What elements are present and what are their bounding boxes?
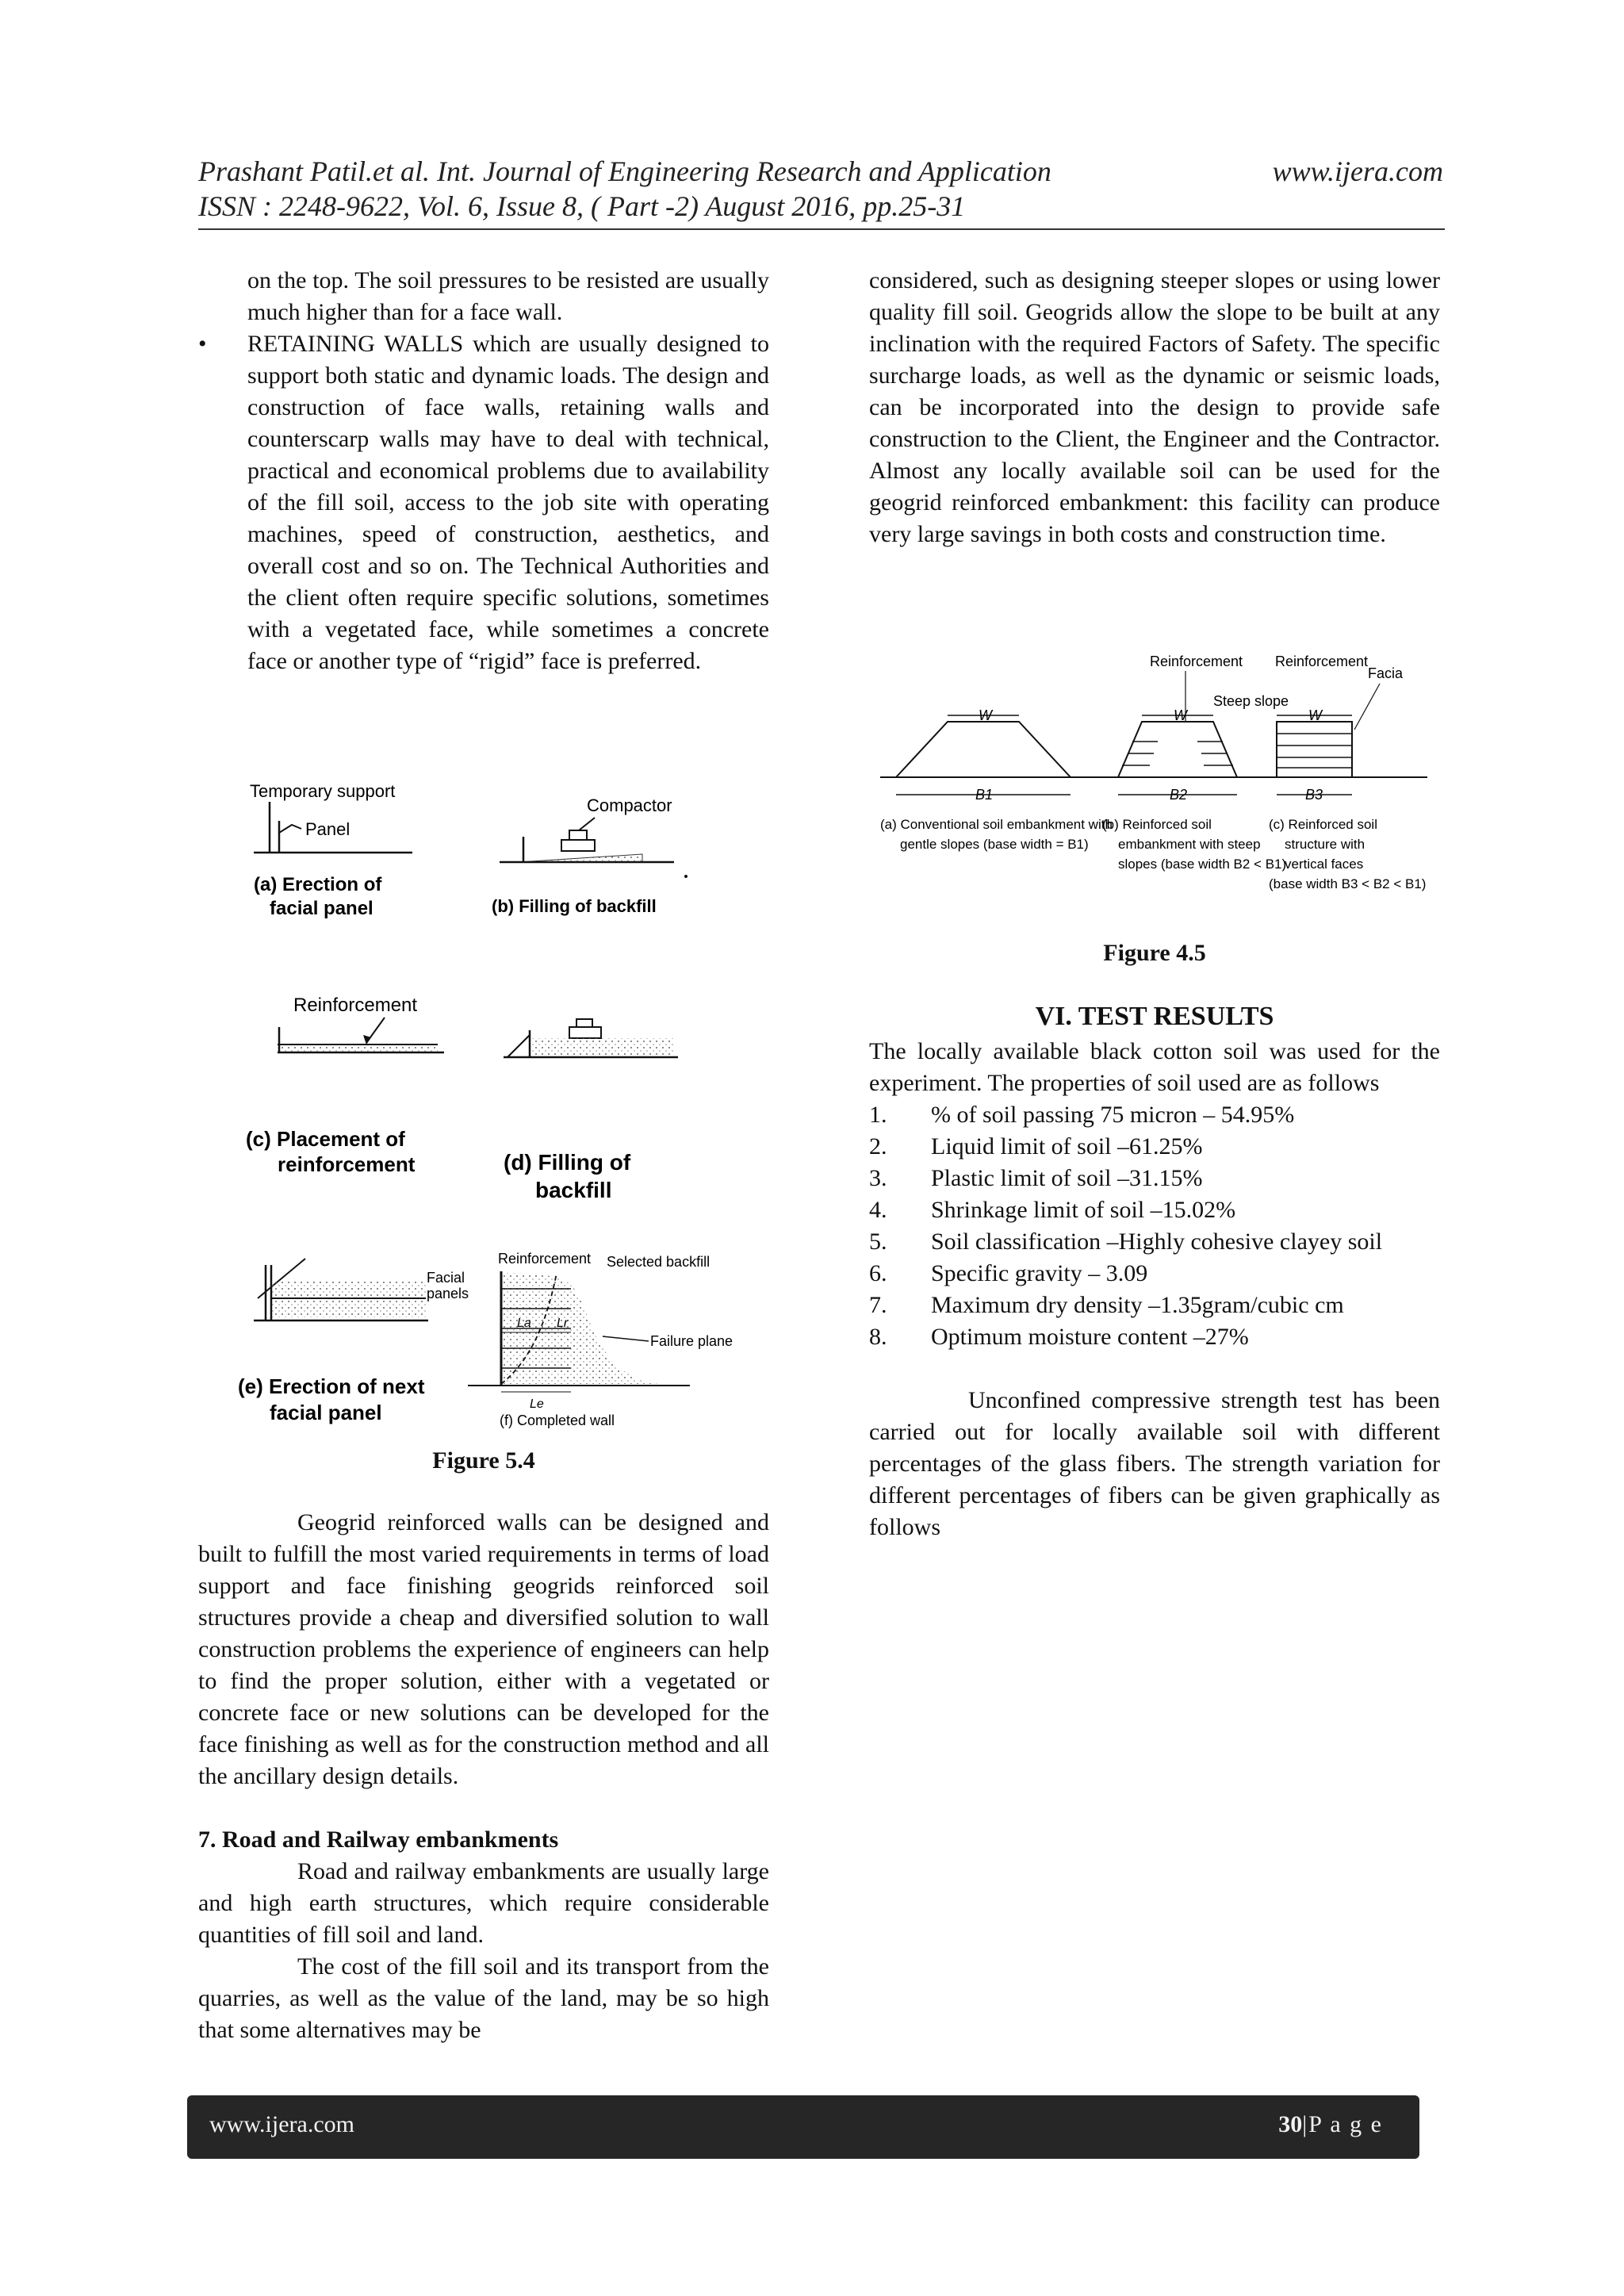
right-column-top [869, 265, 1440, 550]
caption-e-line1: (e) Erection of next [238, 1374, 425, 1398]
compactor-d-top [576, 1019, 592, 1027]
property-text: Specific gravity – 3.09 [931, 1260, 1148, 1286]
continuation-paragraph: considered, such as designing steeper slopes or using lower quality fill soil. Geogrids allow the slope to be built at any inclination with the required Factors of Safety. The specific surcharge loads, as well as the dynamic or seismic loads, can be incorporated into the design to provide safe construction to the Client, the Engineer and the Contractor. Almost any locally available soil can be used for the geogrid reinforced embankment: this facility can produce very large savings in both costs and construction time. [869, 267, 1440, 547]
backfill-d [527, 1038, 674, 1057]
property-number: 2. [869, 1133, 887, 1159]
caption-a-line2: facial panel [270, 898, 373, 919]
property-text: Shrinkage limit of soil –15.02% [931, 1197, 1236, 1223]
caption-c-line1: (c) Placement of [246, 1127, 405, 1151]
property-item [869, 1226, 1440, 1258]
label-b3: B3 [1305, 787, 1323, 803]
label-lr: Lr [557, 1317, 569, 1330]
label-facia: Facia [1368, 665, 1404, 681]
footer-url[interactable]: www.ijera.com [209, 2111, 354, 2137]
figure-4-5-caption: Figure 4.5 [1103, 940, 1206, 966]
caption-b-line1: (b) Reinforced soil [1102, 817, 1212, 832]
caption-c-line4: (base width B3 < B2 < B1) [1269, 876, 1427, 891]
caption-c-line2: reinforcement [278, 1152, 416, 1176]
property-text: Liquid limit of soil –61.25% [931, 1133, 1203, 1159]
spacer [198, 1792, 769, 1824]
label-b1: B1 [975, 787, 994, 803]
intro-paragraph: on the top. The soil pressures to be resisted are usually much higher than for a face wall. [247, 267, 769, 325]
caption-a-line1: (a) Conventional soil embankment with [880, 817, 1113, 832]
caption-c-line1: (c) Reinforced soil [1269, 817, 1377, 832]
results-paragraph: The locally available black cotton soil was used for the experiment. The properties of soil used are as follows [869, 1038, 1440, 1096]
journal-title: Prashant Patil.et al. Int. Journal of Engineering Research and Application [198, 155, 1051, 187]
caption-b-line3: slopes (base width B2 < B1) [1118, 857, 1287, 872]
reinforcement-arrowhead-c [363, 1035, 371, 1045]
property-number: 3. [869, 1165, 887, 1191]
panel-arrow-a [279, 825, 301, 833]
failure-plane-pointer [603, 1336, 649, 1341]
retaining-walls-paragraph: RETAINING WALLS which are usually designed to support both static and dynamic loads. The design and construction of face walls, retaining walls and counterscarp walls may have to deal with technical, practical and economical problems due to availability of the fill soil, access to the job site with operating machines, speed of construction, aesthetics, and overall cost and so on. The Technical Authorities and the client often require specific solutions, sometimes with a vegetated face, while sometimes a concrete face or another type of “rigid” face is preferred. [247, 331, 769, 674]
structure-c [1277, 722, 1352, 777]
label-panel: Panel [305, 819, 350, 839]
caption-c-line2: structure with [1285, 837, 1365, 852]
caption-d-line2: backfill [535, 1178, 612, 1202]
page-word: |P a g e [1302, 2111, 1383, 2137]
backfill-c [279, 1045, 438, 1052]
compactor-d-body [569, 1027, 601, 1038]
embankment-b [1118, 722, 1237, 777]
property-number: 1. [869, 1102, 887, 1128]
label-facial-2: panels [427, 1286, 469, 1301]
header-rule [198, 228, 1445, 230]
page-footer [187, 2095, 1419, 2159]
section-7-heading: 7. Road and Railway embankments [198, 1826, 559, 1853]
figure-5-4 [230, 773, 733, 1432]
caption-a-line1: (a) Erection of [254, 874, 382, 895]
label-reinforcement-c: Reinforcement [1275, 654, 1369, 669]
property-item [869, 1163, 1440, 1194]
caption-b-line2: embankment with steep [1118, 837, 1261, 852]
left-column-top [198, 265, 769, 677]
label-w-b: W [1174, 707, 1187, 723]
compactor-top [569, 830, 587, 840]
property-number: 4. [869, 1197, 887, 1223]
section-title-test-results: VI. TEST RESULTS [1035, 1002, 1274, 1031]
label-steep-slope: Steep slope [1213, 693, 1289, 709]
page-header [198, 154, 1443, 224]
label-la: La [517, 1317, 531, 1330]
label-w-c: W [1308, 707, 1322, 723]
right-column-bottom [869, 1036, 1440, 1543]
caption-e-line2: facial panel [270, 1401, 382, 1424]
speck [684, 875, 688, 878]
geogrid-paragraph: Geogrid reinforced walls can be designed and built to fulfill the most varied requirements in terms of load support and face finishing geogrids reinforced soil structures provide a cheap and diversified solution to wall construction problems the experience of engineers can help to find the proper solution, either with a vegetated or concrete face or new solutions can be developed for the face finishing as well as for the construction method and all the ancillary design details. [198, 1509, 769, 1789]
spacer [869, 1353, 1440, 1385]
road-paragraph-2: The cost of the fill soil and its transport from the quarries, as well as the value of the land, may be so high that some alternatives may be [198, 1953, 769, 2043]
backfill-b [519, 854, 642, 862]
page-number [1278, 2111, 1383, 2138]
property-item [869, 1290, 1440, 1321]
ucs-paragraph: Unconfined compressive strength test has been carried out for locally available soil with different percentages of the glass fibers. The strength variation for different percentages of fibers can be given graphically as follows [869, 1387, 1440, 1540]
left-column-bottom [198, 1507, 769, 2046]
label-compactor: Compactor [587, 795, 672, 815]
bullet-mark: • [198, 331, 207, 357]
label-reinforcement-f: Reinforcement [498, 1251, 592, 1267]
soil-properties-list [869, 1099, 1440, 1353]
label-temporary-support: Temporary support [250, 781, 396, 801]
label-le: Le [530, 1397, 544, 1411]
bullet-item [198, 328, 769, 677]
caption-f: (f) Completed wall [500, 1412, 615, 1428]
label-selected-backfill: Selected backfill [607, 1254, 710, 1270]
property-number: 8. [869, 1324, 887, 1350]
caption-d-line1: (d) Filling of [504, 1150, 631, 1175]
property-text: Soil classification –Highly cohesive clayey soil [931, 1228, 1383, 1255]
compactor-body [561, 840, 595, 851]
label-w-a: W [979, 707, 992, 723]
page-number-value: 30 [1278, 2111, 1303, 2137]
caption-c-line3: vertical faces [1285, 857, 1364, 872]
figure-4-5-drawing [880, 642, 1435, 928]
property-number: 6. [869, 1260, 887, 1286]
journal-url[interactable]: www.ijera.com [1272, 155, 1443, 187]
property-item [869, 1194, 1440, 1226]
embankment-a [896, 722, 1071, 777]
property-text: Maximum dry density –1.35gram/cubic cm [931, 1292, 1344, 1318]
figure-5-4-caption: Figure 5.4 [432, 1447, 535, 1474]
figure-5-4-drawing [230, 773, 733, 1432]
property-item [869, 1258, 1440, 1290]
property-item [869, 1099, 1440, 1131]
property-number: 5. [869, 1228, 887, 1255]
caption-b: (b) Filling of backfill [492, 896, 657, 916]
property-text: Optimum moisture content –27% [931, 1324, 1249, 1350]
figure-4-5 [880, 642, 1435, 928]
property-text: Plastic limit of soil –31.15% [931, 1165, 1203, 1191]
brace-d [508, 1035, 530, 1057]
property-item [869, 1131, 1440, 1163]
property-text: % of soil passing 75 micron – 54.95% [931, 1102, 1295, 1128]
issn-line: ISSN : 2248-9622, Vol. 6, Issue 8, ( Part -2) August 2016, pp.25-31 [198, 190, 966, 222]
label-facial-1: Facial [427, 1270, 465, 1286]
label-reinforcement-b: Reinforcement [1150, 654, 1243, 669]
property-item [869, 1321, 1440, 1353]
label-reinforcement-c: Reinforcement [293, 995, 418, 1016]
road-paragraph-1: Road and railway embankments are usually large and high earth structures, which require considerable quantities of fill soil and land. [198, 1858, 769, 1948]
compactor-arrow [579, 818, 595, 830]
property-number: 7. [869, 1292, 887, 1318]
label-b2: B2 [1170, 787, 1188, 803]
pointer-facia [1354, 684, 1380, 730]
label-failure-plane: Failure plane [650, 1333, 733, 1349]
caption-a-line2: gentle slopes (base width = B1) [900, 837, 1089, 852]
